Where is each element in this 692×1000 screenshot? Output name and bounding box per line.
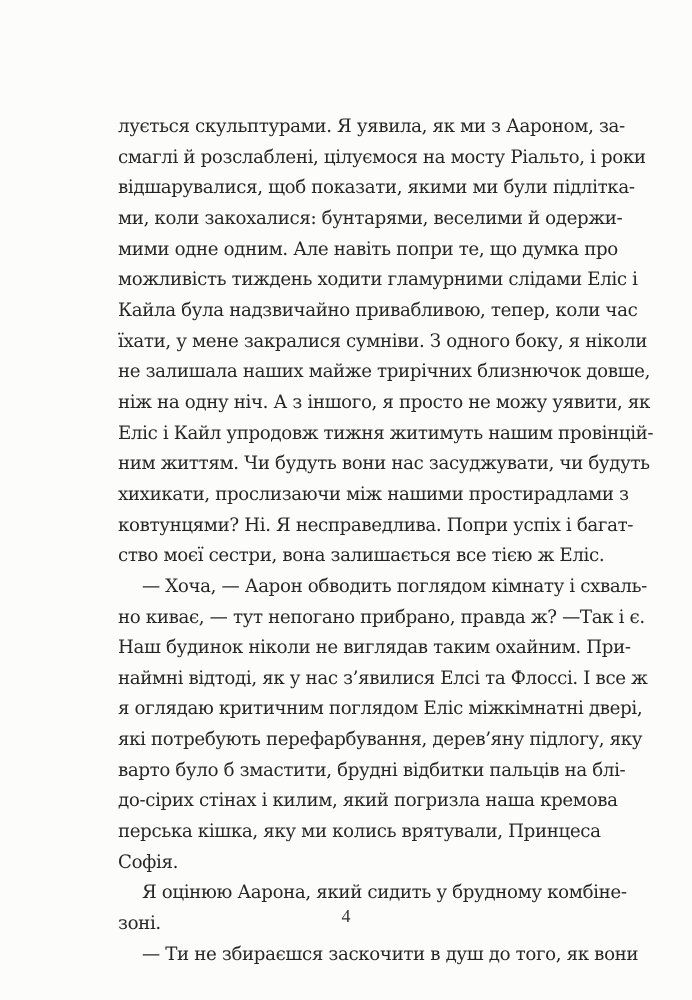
text-line: можливість тиждень ходити гламурними слідами Еліс і <box>118 269 638 291</box>
text-line: які потребують перефарбування, дерев’яну підлогу, яку <box>118 729 643 751</box>
text-line: Наш будинок ніколи не виглядав таким охайним. При- <box>118 637 631 659</box>
text-line: відшарувалися, щоб показати, якими ми були підлітка- <box>118 177 635 199</box>
text-line: перська кішка, яку ми колись врятували, Принцеса <box>118 821 601 843</box>
text-line: — Ти не збираєшся заскочити в душ до того, як вони <box>142 943 639 965</box>
text-line: наймні відтоді, як у нас з’явилися Елсі та Флоссі. І все ж <box>118 667 648 689</box>
text-line: ніж на одну ніч. А з іншого, я просто не можу уявити, як <box>118 391 651 413</box>
text-line: їхати, у мене закралися сумніви. З одного боку, я ніколи <box>118 330 648 352</box>
text-line: я оглядаю критичним поглядом Еліс міжкімнатні двері, <box>118 698 643 720</box>
text-line: мими одне одним. Але навіть попри те, що думка про <box>118 238 618 260</box>
page-number: 4 <box>341 906 351 926</box>
text-line: зоні. <box>118 913 161 935</box>
text-line: смаглі й розслаблені, цілуємося на мосту Ріальто, і роки <box>118 146 646 168</box>
text-line: Еліс і Кайл упродовж тижня житимуть нашим провінцій- <box>118 422 654 444</box>
text-line: — Хоча, — Аарон обводить поглядом кімнату і схваль- <box>142 575 647 597</box>
page-body-text <box>118 112 654 970</box>
text-line: ми, коли закохалися: бунтарями, веселими й одержи- <box>118 207 623 229</box>
text-line: Я оцінюю Аарона, який сидить у брудному комбіне- <box>142 882 627 904</box>
text-line: ковтунцями? Ні. Я несправедлива. Попри успіх і багат- <box>118 514 634 536</box>
text-line: до-сірих стінах і килим, який погризла наша кремова <box>118 790 618 812</box>
text-line: ство моєї сестри, вона залишається все тією ж Еліс. <box>118 545 605 567</box>
text-line: не залишала наших майже трирічних близнючок довше, <box>118 361 651 383</box>
text-line: лується скульптурами. Я уявила, як ми з Аароном, за- <box>118 116 625 137</box>
text-line: варто було б змастити, брудні відбитки пальців на блі- <box>118 759 626 781</box>
text-line: Кайла була надзвичайно привабливою, тепер, коли час <box>118 299 638 321</box>
text-line: но киває, — тут непогано прибрано, правда ж? —Так і є. <box>118 606 645 628</box>
text-line: Софія. <box>118 851 179 873</box>
text-line: хихикати, прослизаючи між нашими простирадлами з <box>118 483 629 505</box>
text-line: ним життям. Чи будуть вони нас засуджувати, чи будуть <box>118 453 650 475</box>
